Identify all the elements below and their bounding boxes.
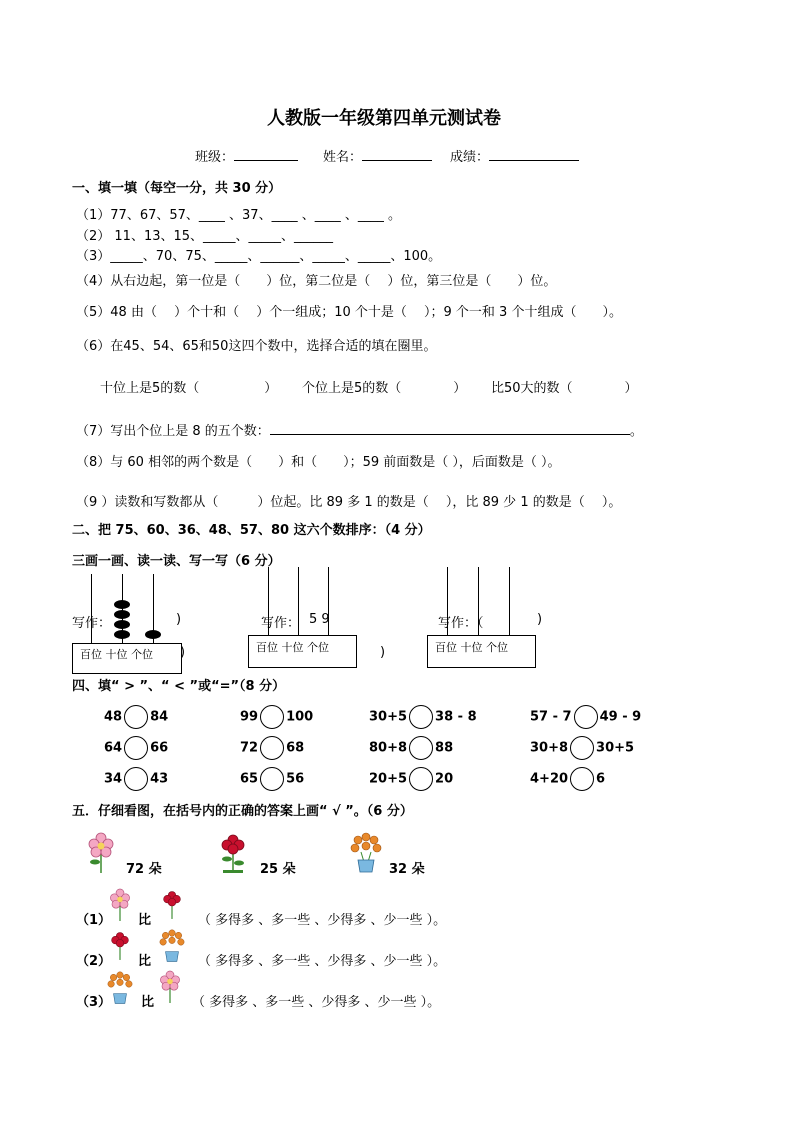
- score-field: [450, 146, 579, 165]
- abacus1-tail-paren: ): [180, 645, 186, 660]
- q7-blank[interactable]: [270, 422, 630, 435]
- compare-right: 100: [286, 709, 314, 725]
- compare-left: 30+8: [530, 740, 569, 756]
- pink-flower-count: 72 朵: [126, 862, 162, 877]
- compare-circle[interactable]: [409, 767, 433, 791]
- compare-item: [240, 736, 304, 760]
- compare-left: 99: [240, 709, 259, 725]
- abacus1-write-paren: ): [176, 612, 182, 627]
- bead: [114, 600, 130, 609]
- q5-1-bi: 比: [138, 913, 152, 928]
- compare-item: [104, 705, 168, 729]
- abacus2-tail-paren: ): [380, 645, 386, 660]
- compare-circle[interactable]: [260, 736, 284, 760]
- compare-left: 65: [240, 771, 259, 787]
- q5-3-options[interactable]: （ 多得多 、多一些 、少得多 、少一些 ）。: [192, 995, 441, 1010]
- q9: （9 ）读数和写数都从（ ）位起。比 89 多 1 的数是（ ），比 89 少 1 的数是（ ）。: [76, 495, 622, 510]
- section4-heading: 四、填“ > ”、“ < ”或“=”（8 分）: [72, 679, 286, 694]
- bead: [114, 610, 130, 619]
- section1-heading: 一、填一填（每空一分，共 30 分）: [72, 181, 282, 196]
- q8: （8）与 60 相邻的两个数是（ ）和（ ）；59 前面数是（ ），后面数是（ ）。: [76, 455, 561, 470]
- abacus2-place-labels: 百位 十位 个位: [256, 641, 329, 654]
- abacus1-place-labels: 百位 十位 个位: [80, 648, 153, 661]
- compare-item: [369, 705, 477, 729]
- red-rose-count: 25 朵: [260, 862, 296, 877]
- q6-option-c: 比50大的数（ ）: [491, 381, 638, 396]
- pink-flower-icon: [86, 832, 116, 874]
- q7-text: （7）写出个位上是 8 的五个数：: [76, 424, 270, 439]
- compare-circle[interactable]: [124, 705, 148, 729]
- compare-item: [240, 705, 313, 729]
- red-rose-icon: [108, 931, 132, 963]
- q5-1-number: （1）: [76, 913, 112, 928]
- compare-left: 64: [104, 740, 123, 756]
- page-title: 人教版一年级第四单元测试卷: [267, 108, 501, 129]
- q5-2-number: （2）: [76, 954, 112, 969]
- compare-item: [104, 736, 168, 760]
- compare-item: [104, 767, 168, 791]
- orange-flower-vase-icon: [106, 971, 134, 1005]
- class-field: [195, 146, 298, 165]
- class-blank[interactable]: [234, 148, 298, 161]
- compare-right: 88: [435, 740, 454, 756]
- compare-item: [530, 705, 641, 729]
- q7: [76, 420, 643, 439]
- abacus3-place-labels: 百位 十位 个位: [435, 641, 508, 654]
- abacus3-write-paren: ): [537, 612, 543, 627]
- q1: （1）77、67、57、____ 、37、____ 、____ 、____ 。: [76, 208, 401, 223]
- class-label: 班级：: [195, 150, 235, 165]
- q4: （4）从右边起，第一位是（ ）位，第二位是（ ）位，第三位是（ ）位。: [76, 274, 557, 289]
- name-blank[interactable]: [362, 148, 432, 161]
- name-label: 姓名：: [323, 150, 363, 165]
- compare-circle[interactable]: [574, 705, 598, 729]
- section3-heading: 三画一画、读一读、写一写（6 分）: [72, 554, 281, 569]
- compare-item: [530, 767, 605, 791]
- compare-item: [530, 736, 634, 760]
- compare-right: 66: [150, 740, 169, 756]
- compare-right: 84: [150, 709, 169, 725]
- q7-end: 。: [629, 424, 643, 439]
- compare-item: [369, 736, 453, 760]
- compare-right: 6: [596, 771, 606, 787]
- q5-2-bi: 比: [138, 954, 152, 969]
- compare-right: 38 - 8: [435, 709, 477, 725]
- compare-circle[interactable]: [409, 736, 433, 760]
- red-rose-icon: [160, 890, 184, 922]
- q3: （3）_____、70、75、_____、______、_____、_____、100。: [76, 249, 442, 264]
- compare-right: 56: [286, 771, 305, 787]
- orange-flower-vase-icon: [158, 929, 186, 963]
- q5-2-options[interactable]: （ 多得多 、多一些 、少得多 、少一些 ）。: [198, 954, 447, 969]
- name-field: [323, 146, 432, 165]
- compare-item: [240, 767, 304, 791]
- compare-left: 48: [104, 709, 123, 725]
- abacus3-rod-ones: [509, 567, 510, 635]
- red-rose-icon: [219, 833, 247, 875]
- section2-heading: 二、把 75、60、36、48、57、80 这六个数排序：（4 分）: [72, 523, 431, 538]
- abacus1-write-label: 写作：: [72, 616, 112, 631]
- bead: [114, 630, 130, 639]
- orange-flower-vase-icon: [349, 832, 383, 874]
- q6-option-b: 个位上是5的数（ ）: [302, 381, 467, 396]
- compare-circle[interactable]: [570, 736, 594, 760]
- abacus3-write-label: 写作：（: [438, 616, 484, 631]
- q5-1-options[interactable]: （ 多得多 、多一些 、少得多 、少一些 ）。: [198, 913, 447, 928]
- compare-item: [369, 767, 453, 791]
- q6: （6）在45、54、65和50这四个数中，选择合适的填在圈里。: [76, 339, 437, 354]
- compare-right: 30+5: [596, 740, 635, 756]
- compare-left: 20+5: [369, 771, 408, 787]
- abacus2-write-label: 写作：: [261, 616, 301, 631]
- q6-option-a: 十位上是5的数（ ）: [100, 381, 278, 396]
- q2: （2） 11、13、15、_____、_____、______: [76, 229, 334, 244]
- compare-circle[interactable]: [124, 767, 148, 791]
- pink-flower-icon: [158, 970, 182, 1004]
- q5-3-bi: 比: [141, 995, 155, 1010]
- compare-right: 68: [286, 740, 305, 756]
- score-label: 成绩：: [450, 150, 490, 165]
- abacus1-rod-hundreds: [91, 574, 92, 644]
- compare-circle[interactable]: [409, 705, 433, 729]
- score-blank[interactable]: [489, 148, 579, 161]
- compare-left: 80+8: [369, 740, 408, 756]
- compare-circle[interactable]: [124, 736, 148, 760]
- orange-flower-count: 32 朵: [389, 862, 425, 877]
- q5-3-number: （3）: [76, 995, 112, 1010]
- bead: [114, 620, 130, 629]
- compare-circle[interactable]: [260, 705, 284, 729]
- compare-right: 49 - 9: [599, 709, 642, 725]
- compare-right: 43: [150, 771, 169, 787]
- abacus2-write-value: 5 9: [309, 612, 330, 627]
- compare-circle[interactable]: [570, 767, 594, 791]
- compare-left: 34: [104, 771, 123, 787]
- compare-left: 57 - 7: [530, 709, 572, 725]
- section5-heading: 五．仔细看图，在括号内的正确的答案上画“ √ ”。（6 分）: [72, 804, 413, 819]
- compare-circle[interactable]: [260, 767, 284, 791]
- bead: [145, 630, 161, 639]
- compare-left: 72: [240, 740, 259, 756]
- compare-right: 20: [435, 771, 454, 787]
- compare-left: 4+20: [530, 771, 569, 787]
- compare-left: 30+5: [369, 709, 408, 725]
- pink-flower-icon: [108, 888, 132, 922]
- q5: （5）48 由（ ）个十和（ ）个一组成；10 个十是（ ）；9 个一和 3 个十组成（ ）。: [76, 305, 622, 320]
